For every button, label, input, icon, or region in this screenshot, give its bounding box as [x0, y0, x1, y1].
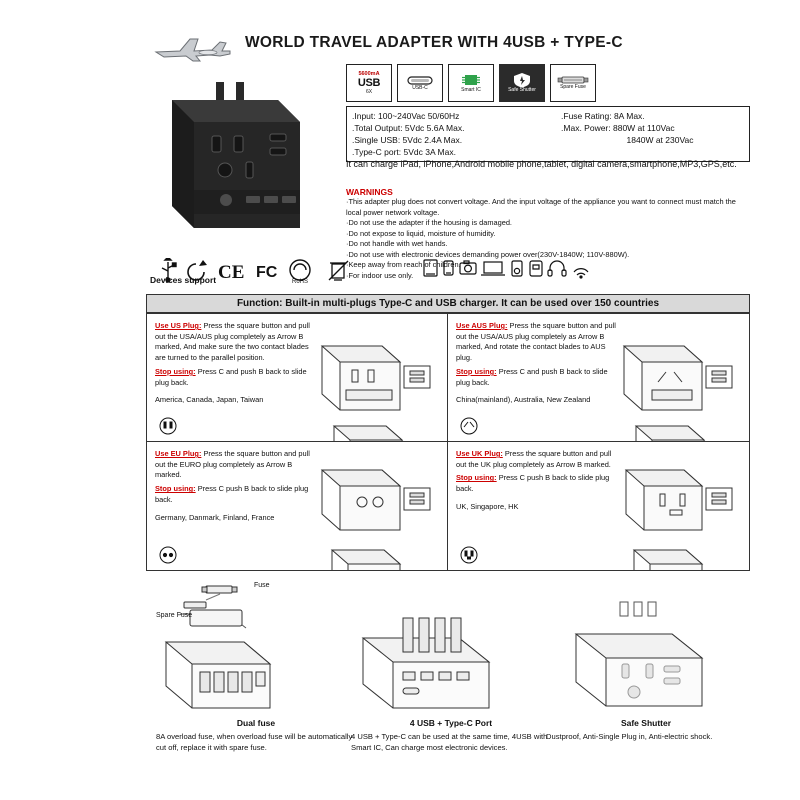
wifi-icon [574, 269, 588, 278]
use-uk-plug-cell [448, 442, 749, 570]
shutter-icon [512, 72, 532, 88]
uk-region: UK, Singapore, HK [456, 501, 519, 511]
uk-stop-body: Press C push B back to slide plug back. [456, 473, 610, 494]
usb-6x-badge: 5600mA USB 6X [346, 64, 392, 102]
usb-typec-block [351, 718, 551, 753]
devices-support-label: Devices support [150, 275, 217, 285]
svg-text:RoHS: RoHS [292, 279, 309, 284]
use-us-plug-body: Press the square button and pull out the USA/AUS plug completely as Arrow B marked, And make sure the two contact blades are turned to the parallel position. [155, 321, 310, 363]
product-image [150, 78, 340, 258]
safe-shutter-block [546, 718, 746, 742]
spec-col-right: .Fuse Rating: 8A Max. .Max. Power: 880W at 110Vac 1840W at 230Vac [561, 111, 694, 146]
dual-fuse-text: 8A overload fuse, when overload fuse will be automatically cut off, replace it with spare fuse. [156, 732, 353, 752]
usb-port-illustration [341, 604, 541, 720]
spare-fuse-label: Spare Fuse [156, 612, 193, 619]
plug-instruction-grid [146, 313, 750, 571]
safe-shutter-badge: Safe Shutter [499, 64, 545, 102]
dual-fuse-block [156, 718, 356, 753]
spec-table [346, 106, 750, 162]
us-plug-illustration [298, 320, 443, 442]
fuse-label: Fuse [254, 582, 270, 589]
function-banner: Function: Built-in multi-plugs Type-C and USB charger. It can be used over 150 countries [146, 294, 750, 313]
eu-stop-body: Press C push B back to slide plug back. [155, 484, 309, 504]
airplane-icon [150, 30, 235, 64]
us-region: America, Canada, Japan, Taiwan [155, 395, 264, 405]
fcc-icon: FC [256, 264, 278, 281]
page-title: WORLD TRAVEL ADAPTER WITH 4USB + TYPE-C [245, 34, 623, 51]
safe-shutter-caption: Safe Shutter [620, 718, 672, 728]
aus-stop-body: Press C and push B back to slide plug back. [456, 366, 608, 387]
charge-description: It can charge iPad, iPhone,Android mobile phone,tablet, digital camera,smartphone,MP3,GPS,etc. [346, 159, 737, 169]
laptop-icon [481, 262, 505, 275]
camera-icon [460, 261, 476, 274]
us-socket-icon [155, 417, 181, 435]
ce-icon: CE [218, 262, 245, 283]
use-eu-plug-label: Use EU Plug: [155, 449, 202, 458]
us-stop-body: Press C and push B back to slide plug back. [155, 366, 307, 387]
use-eu-plug-cell [147, 442, 448, 570]
aus-socket-icon [456, 417, 482, 435]
eu-plug-illustration [298, 448, 443, 570]
use-uk-plug-label: Use UK Plug: [456, 449, 503, 458]
safe-shutter-illustration [546, 600, 746, 720]
warnings-title: WARNINGS [346, 187, 393, 197]
us-stop-label: Stop using: [155, 366, 196, 376]
uk-socket-icon [456, 546, 482, 564]
chip-icon [460, 72, 482, 88]
spare-fuse-badge: Spare Fuse [550, 64, 596, 102]
use-eu-plug-body: Press the square button and pull out the EURO plug completely as Arrow B marked. [155, 449, 310, 480]
fuse-part [202, 586, 237, 600]
spec-col-left: .Input: 100~240Vac 50/60Hz .Total Output: 5Vdc 5.6A Max. .Single USB: 5Vdc 2.4A Max. .Type-C port: 5Vdc 3A Max. [352, 111, 465, 158]
uk-plug-illustration [600, 448, 745, 570]
use-aus-plug-label: Use AUS Plug: [456, 321, 508, 330]
smart-ic-badge: Smart IC [448, 64, 494, 102]
aus-plug-illustration [600, 320, 745, 442]
device-icons [420, 257, 750, 279]
spare-fuse-part [184, 602, 206, 608]
aus-region: China(mainland), Australia, New Zealand [456, 395, 591, 405]
usb-typec-text: 4 USB + Type-C can be used at the same time, 4USB with Smart IC, Can charge most electronic devices. [351, 732, 548, 752]
use-aus-plug-body: Press the square button and pull out the USA/AUS plug completely as Arrow B marked, And rotate the contact blades to AUS plug. [456, 321, 616, 363]
usb-typec-caption: 4 USB + Type-C Port [409, 718, 493, 728]
use-us-plug-cell [147, 314, 448, 442]
phone-icon [444, 261, 453, 275]
tablet-icon [424, 260, 437, 276]
gps-icon [530, 261, 542, 276]
eu-stop-label: Stop using: [155, 484, 196, 494]
rohs-icon [290, 260, 310, 284]
feature-badges [346, 64, 596, 102]
dual-fuse-illustration [146, 580, 346, 720]
uk-stop-label: Stop using: [456, 473, 497, 483]
safe-shutter-text: Dustproof, Anti-Single Plug in, Anti-electric shock. [546, 732, 713, 741]
feature-section [146, 580, 750, 780]
dual-fuse-caption: Dual fuse [236, 718, 276, 728]
eu-socket-icon [155, 546, 181, 564]
use-us-plug-label: Use US Plug: [155, 321, 202, 330]
headphone-icon [548, 261, 566, 276]
warnings-list: ·This adapter plug does not convert voltage. And the input voltage of the appliance you want to connect must match the local power network voltage. ·Do not use the adapter if the housing is damaged. ·Do not expose to liquid, moisture of humidity. ·Do not handle with wet hands. ·Do not use with electronic devices demanding power over(230V-1840W; 110V-880W). ·Keep away from reach of children. ·For indoor use only. [346, 197, 736, 280]
weee-icon [329, 261, 348, 280]
usb-c-badge: USB-C [397, 64, 443, 102]
eu-region: Germany, Danmark, Finland, France [155, 512, 275, 522]
use-aus-plug-cell [448, 314, 749, 442]
aus-stop-label: Stop using: [456, 366, 497, 376]
mp3-icon [512, 261, 522, 276]
use-uk-plug-body: Press the square button and pull out the UK plug completely as Arrow B marked. [456, 449, 612, 469]
